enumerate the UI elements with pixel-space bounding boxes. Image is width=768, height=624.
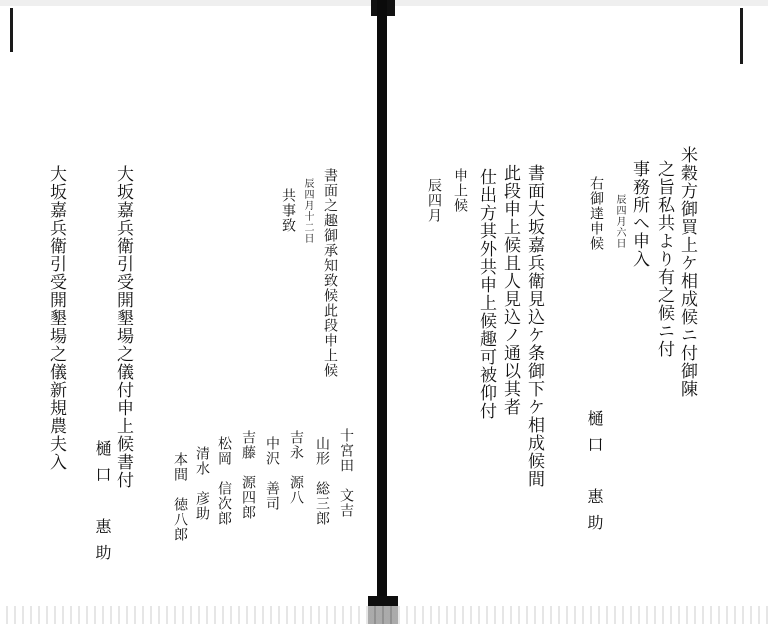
right-line-7: 仕出方其外共申上候趣可被仰付 [476, 168, 496, 420]
right-page-edge [740, 8, 743, 64]
scan-bottom-edge [0, 606, 768, 624]
left-name-7: 清水 彦助 [194, 446, 210, 521]
left-line-4: 大坂嘉兵衛引受開墾場之儀新規農夫入 [46, 165, 66, 471]
left-line-3: 大坂嘉兵衛引受開墾場之儀付申上候書付 [113, 165, 133, 489]
left-signature: 樋口 惠助 [93, 440, 112, 570]
left-name-1: 十宮田 文吉 [338, 428, 354, 518]
right-line-2: 之旨私共より有之候ニ付 [654, 160, 674, 358]
left-name-2: 山形 総三郎 [314, 436, 330, 526]
right-line-6: 此段申上候且人見込ノ通以其者 [500, 164, 520, 416]
left-name-3: 吉永 源八 [288, 430, 304, 505]
right-signature: 樋口 惠助 [585, 410, 604, 540]
right-line-5: 書面大坂嘉兵衛見込ケ条御下ケ相成候間 [524, 164, 544, 488]
right-date-2: 辰四月 [426, 178, 442, 223]
right-line-8: 申上候 [452, 168, 468, 213]
right-line-1: 米穀方御買上ケ相成候ニ付御陳 [677, 146, 697, 398]
right-line-3: 事務所へ申入 [629, 160, 649, 268]
book-spine [377, 0, 387, 624]
left-date-1: 辰四月十二日 [302, 178, 313, 244]
left-name-4: 中沢 善司 [264, 436, 280, 511]
left-name-6: 松岡 信次郎 [216, 436, 232, 526]
right-date-1: 辰四月六日 [614, 194, 625, 249]
left-name-5: 吉藤 源四郎 [240, 430, 256, 520]
right-line-4: 右御達申候 [588, 176, 604, 251]
left-page-edge [10, 8, 13, 52]
left-name-8: 本間 徳八郎 [172, 452, 188, 542]
left-line-2: 共事致 [280, 188, 296, 233]
left-line-1: 書面之趣御承知致候此段申上候 [322, 168, 338, 378]
